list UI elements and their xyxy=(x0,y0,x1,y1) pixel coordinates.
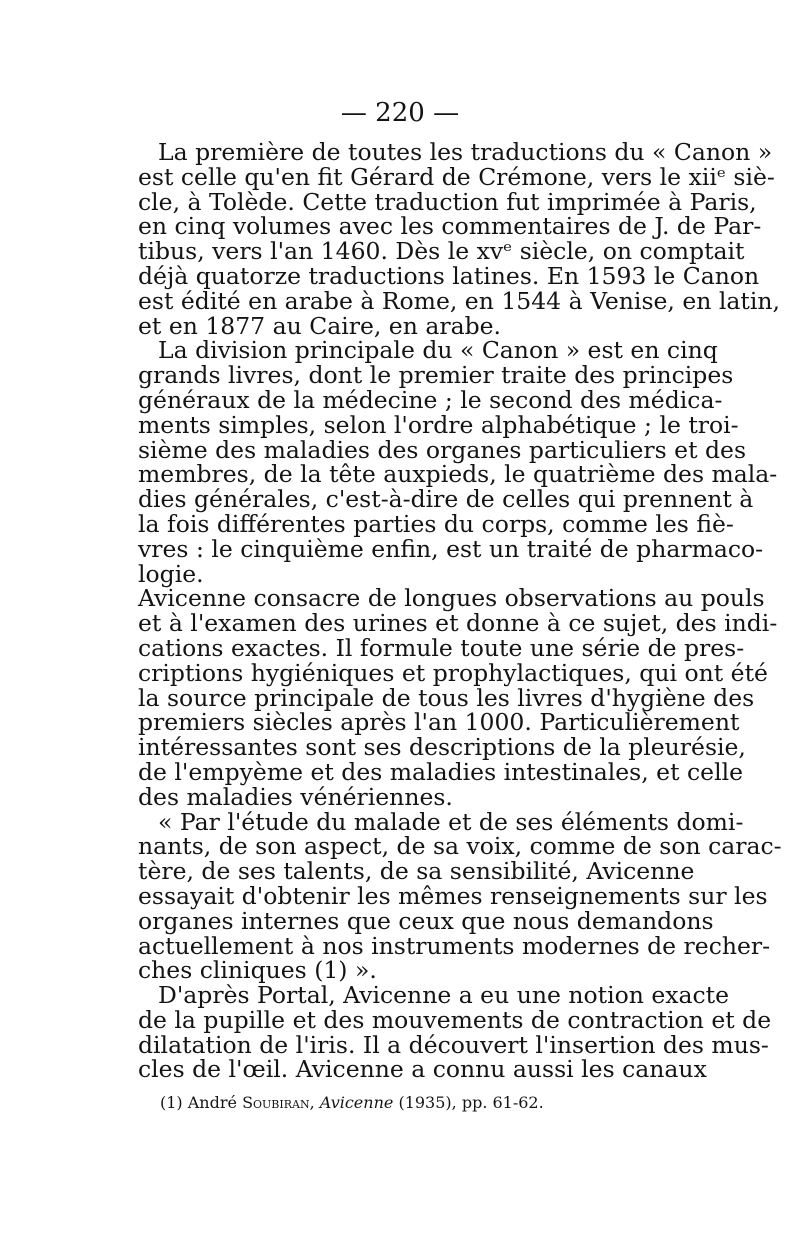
text-line: cles de l'œil. Avicenne a connu aussi les canaux xyxy=(138,1055,707,1084)
text-line: tère, de ses talents, de sa sensibilité, Avicenne xyxy=(138,857,695,886)
page-number: — 220 — xyxy=(340,98,460,128)
text-line: grands livres, dont le premier traite des principes xyxy=(138,361,734,390)
text-line: sième des maladies des organes particuliers et des xyxy=(138,435,747,464)
text-line: est celle qu'en fit Gérard de Crémone, vers le xiiᵉ siè- xyxy=(138,162,775,191)
text-line: et en 1877 au Caire, en arabe. xyxy=(138,311,501,340)
text-line: de l'empyème et des maladies intestinales, et celle xyxy=(138,757,744,786)
text-line: la fois différentes parties du corps, comme les fiè- xyxy=(138,509,734,538)
footnote-author: Soubiran, xyxy=(242,1093,315,1112)
text-line: essayait d'obtenir les mêmes renseignements sur les xyxy=(138,881,768,910)
text-line: ments simples, selon l'ordre alphabétique ; le troi- xyxy=(138,410,739,439)
paragraph xyxy=(138,981,772,1084)
paragraph xyxy=(138,336,778,588)
text-line: logie. xyxy=(138,559,204,588)
text-line: dies générales, c'est-à-dire de celles qui prennent à xyxy=(138,485,754,514)
text-line: cations exactes. Il formule toute une série de pres- xyxy=(138,633,745,662)
text-line: criptions hygiéniques et prophylactiques, qui ont été xyxy=(138,658,768,687)
text-line: vres : le cinquième enfin, est un traité de pharmaco- xyxy=(138,534,764,563)
text-line: la source principale de tous les livres d'hygiène des xyxy=(138,683,755,712)
text-line: déjà quatorze traductions latines. En 1593 le Canon xyxy=(138,261,760,290)
text-line: premiers siècles après l'an 1000. Particulièrement xyxy=(138,708,740,737)
text-line: intéressantes sont ses descriptions de la pleurésie, xyxy=(138,733,746,762)
text-line: et à l'examen des urines et donne à ce sujet, des indi- xyxy=(138,609,778,638)
text-line: généraux de la médecine ; le second des médica- xyxy=(138,385,723,414)
footnote-marker: (1) André xyxy=(160,1093,237,1112)
text-line: actuellement à nos instruments modernes de recher- xyxy=(138,931,771,960)
text-line: en cinq volumes avec les commentaires de J. de Par- xyxy=(138,212,762,241)
text-line: organes internes que ceux que nous demandons xyxy=(138,906,714,935)
text-line: est édité en arabe à Rome, en 1544 à Venise, en latin, xyxy=(138,286,780,315)
text-line: ches cliniques (1) ». xyxy=(138,956,377,985)
text-line: « Par l'étude du malade et de ses éléments domi- xyxy=(158,807,744,836)
text-line: tibus, vers l'an 1460. Dès le xvᵉ siècle, on comptait xyxy=(138,237,745,266)
text-line: La division principale du « Canon » est en cinq xyxy=(158,336,718,365)
body-text xyxy=(138,138,782,1084)
text-line: des maladies vénériennes. xyxy=(138,782,453,811)
footnote-title: Avicenne xyxy=(319,1093,394,1112)
text-line: nants, de son aspect, de sa voix, comme de son carac- xyxy=(138,832,782,861)
text-line: La première de toutes les traductions du « Canon » xyxy=(158,138,773,166)
footnote xyxy=(160,1093,544,1113)
text-line: Avicenne consacre de longues observations au pouls xyxy=(138,584,765,613)
text-line: dilatation de l'iris. Il a découvert l'insertion des mus- xyxy=(138,1030,769,1059)
text-line: membres, de la tête auxpieds, le quatrième des mala- xyxy=(138,460,778,489)
text-line: cle, à Tolède. Cette traduction fut imprimée à Paris, xyxy=(138,187,757,216)
text-line: D'après Portal, Avicenne a eu une notion exacte xyxy=(158,981,730,1010)
paragraph xyxy=(138,138,780,340)
footnote-details: (1935), pp. 61-62. xyxy=(398,1093,544,1112)
text-line: de la pupille et des mouvements de contraction et de xyxy=(138,1005,772,1034)
paragraph xyxy=(138,807,782,985)
paragraph xyxy=(138,584,778,811)
